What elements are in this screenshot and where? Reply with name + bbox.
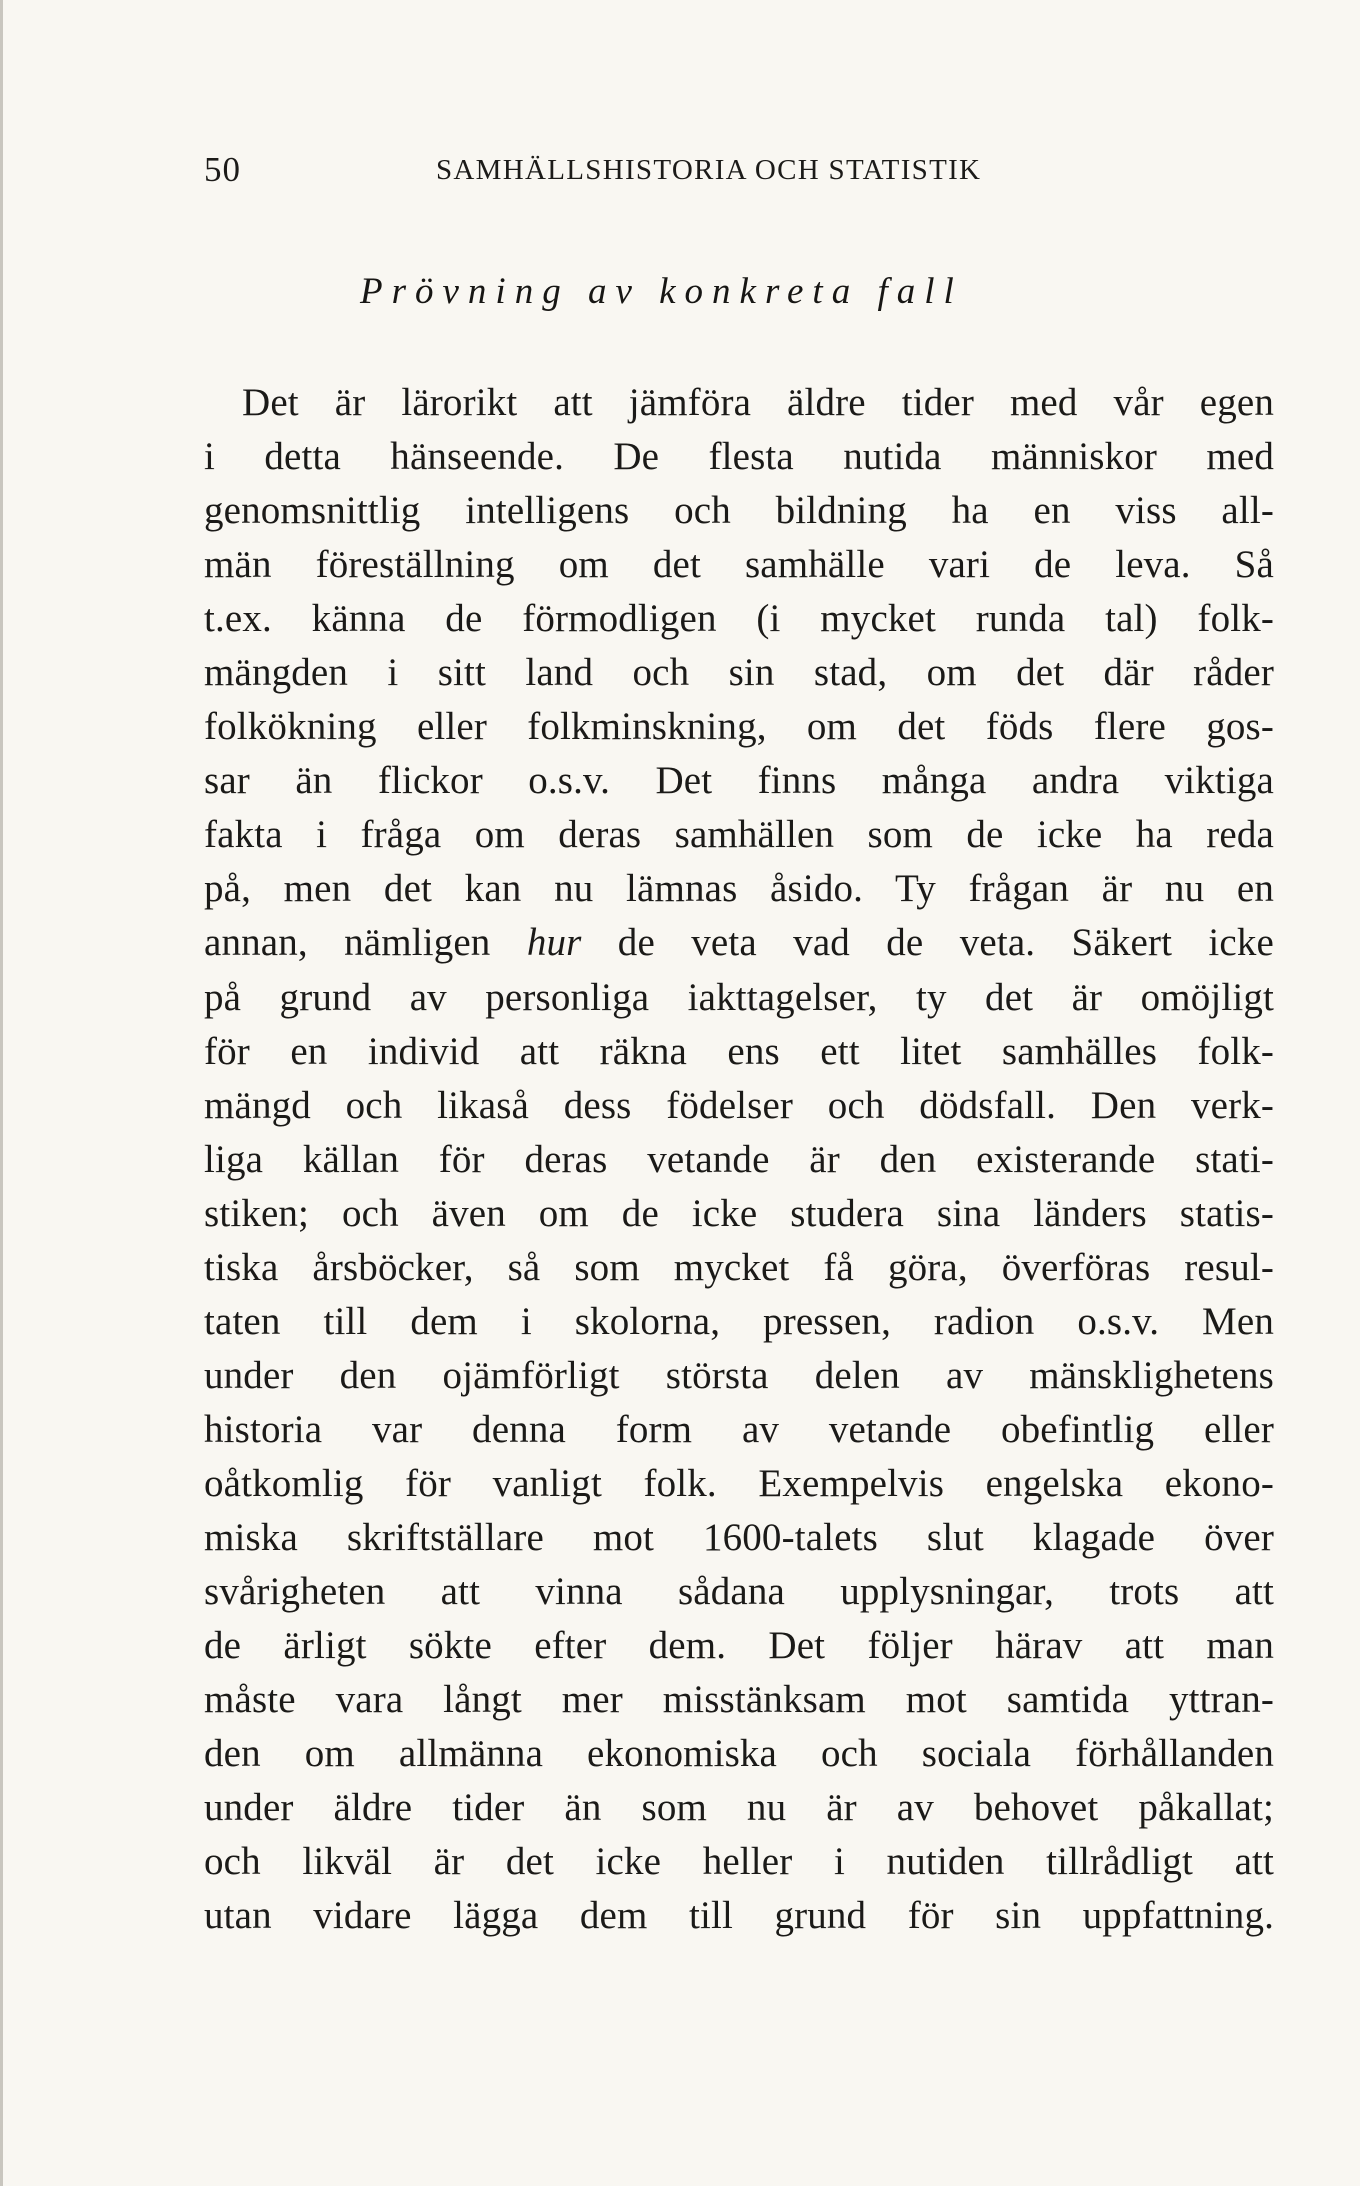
paragraph-line: oåtkomlig för vanligt folk. Exempelvis engelska ekono-	[204, 1461, 1274, 1505]
paragraph-line: för en individ att räkna ens ett litet samhälles folk-	[204, 1029, 1274, 1073]
emphasized-word: hur	[526, 921, 582, 965]
section-heading: Prövning av konkreta fall	[360, 271, 963, 312]
page-number: 50	[204, 150, 241, 189]
body-paragraph	[204, 376, 1274, 1943]
paragraph-line: under äldre tider än som nu är av behovet påkallat;	[204, 1786, 1274, 1830]
paragraph-line: stiken; och även om de icke studera sina länders statis-	[204, 1191, 1274, 1235]
paragraph-line: sar än flickor o.s.v. Det finns många andra viktiga	[204, 759, 1274, 803]
paragraph-line: tiska årsböcker, så som mycket få göra, överföras resul-	[204, 1245, 1274, 1289]
running-header	[204, 150, 1274, 190]
page-left-edge	[0, 0, 3, 2186]
paragraph-line: mängd och likaså dess födelser och dödsfall. Den verk-	[204, 1083, 1274, 1127]
line-text-before-emphasis: annan, nämligen	[204, 921, 527, 965]
paragraph-line: de ärligt sökte efter dem. Det följer härav att man	[204, 1624, 1274, 1668]
paragraph-line: måste vara långt mer misstänksam mot samtida yttran-	[204, 1678, 1274, 1722]
paragraph-line: miska skriftställare mot 1600-talets slut klagade över	[204, 1515, 1274, 1559]
paragraph-line: genomsnittlig intelligens och bildning ha en viss all-	[204, 489, 1274, 533]
paragraph-final-line: utan vidare lägga dem till grund för sin uppfattning.	[204, 1894, 1274, 1938]
paragraph-line-with-emphasis	[204, 916, 1274, 970]
paragraph-line: folkökning eller folkminskning, om det föds flere gos-	[204, 705, 1274, 749]
paragraph-line: mängden i sitt land och sin stad, om det där råder	[204, 651, 1274, 695]
paragraph-line: liga källan för deras vetande är den existerande stati-	[204, 1137, 1274, 1181]
paragraph-line: män föreställning om det samhälle vari de leva. Så	[204, 543, 1274, 587]
running-title: SAMHÄLLSHISTORIA OCH STATISTIK	[436, 154, 982, 186]
paragraph-line: på, men det kan nu lämnas åsido. Ty frågan är nu en	[204, 867, 1274, 911]
line-text-after-emphasis: de veta vad de veta. Säkert icke	[581, 921, 1274, 965]
paragraph-line: på grund av personliga iakttagelser, ty det är omöjligt	[204, 975, 1274, 1019]
paragraph-line: fakta i fråga om deras samhällen som de icke ha reda	[204, 813, 1274, 857]
paragraph-line: t.ex. känna de förmodligen (i mycket runda tal) folk-	[204, 597, 1274, 641]
paragraph-line: historia var denna form av vetande obefintlig eller	[204, 1407, 1274, 1451]
paragraph-line: Det är lärorikt att jämföra äldre tider med vår egen	[242, 381, 1274, 424]
paragraph-line: under den ojämförligt största delen av mänsklighetens	[204, 1353, 1274, 1397]
paragraph-line: den om allmänna ekonomiska och sociala förhållanden	[204, 1732, 1274, 1776]
paragraph-line: svårigheten att vinna sådana upplysningar, trots att	[204, 1570, 1274, 1614]
paragraph-line: taten till dem i skolorna, pressen, radion o.s.v. Men	[204, 1299, 1274, 1343]
paragraph-line: och likväl är det icke heller i nutiden tillrådligt att	[204, 1840, 1274, 1884]
paragraph-line: i detta hänseende. De flesta nutida människor med	[204, 435, 1274, 479]
